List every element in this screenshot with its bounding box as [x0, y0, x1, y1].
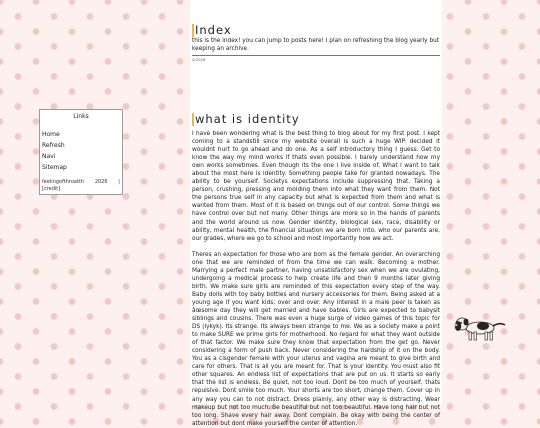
- nav-link-refresh[interactable]: Refresh: [42, 142, 65, 149]
- index-date: 4/2026: [192, 57, 206, 62]
- footer-credit-link[interactable]: [credit]: [42, 186, 61, 192]
- header-divider: [192, 55, 440, 56]
- post-body: [190, 130, 442, 428]
- main-content: [190, 0, 442, 427]
- links-panel-title: Links: [73, 113, 89, 120]
- index-header: [190, 0, 442, 62]
- nav-list: [40, 129, 122, 173]
- page-title: Index: [192, 24, 440, 37]
- footer-year: 2026: [94, 179, 108, 185]
- dog-icon: [447, 314, 509, 344]
- nav-link-sitemap[interactable]: Sitemap: [42, 164, 67, 171]
- nav-footer: [42, 179, 120, 193]
- post-title: what is identity: [192, 113, 442, 126]
- nav-link-home[interactable]: Home: [42, 131, 60, 138]
- post-paragraph: I have been wondering what is the best thing to blog about for my first post. I kept coming to a standstill since my website overall is such a huge WIP. decided it wouldnt hurt to go ahead and do one. As a self introductory thing I guess. Get to know the way my mind works if thats even possible. I barely understand how my own works sometimes. Even though its the one I live inside of. What I want to talk about the most here is identity. Something people take for granted nowadays. The ability to be yourself. Societys expectations include suppressing that. Taking a person, crushing, pressing and molding them into what they want from them. Not the persons true self in any capacity but what is expected from them and what is wanted from them. Most of it is based on things out of our control. Some things we have control over but not many. Other things are more so in the hands of parents and the world around us now. Gender identity, biological sex, race, disability or ability, mental health, the financial situation we are born into, who our parents are, our grades, where we go to school and most importantly how we act.: [192, 131, 440, 242]
- post-paragraph: Theres an expectation for those who are born as the female gender. An overarching one that we are reminded of from the time we can walk. Becoming a mother. Marrying a perfect male partner, having unsatisfactory sex when we are ovulating, undergoing a medical process to help create life and then 9 months later giving birth. We make sure girls are reminded of this expectation every step of the way. Baby dolls with toy baby bottles and nursery accessories for them. Being asked at a young age if you want kids; over and over. Any interest in a male peer is taken as âœsome day they will get married and have babies. Girls are expected to babysit siblings and cousins. There was even a huge surge of video games of this topic for DS (lykyk). Its strange. Its always been strange to me. We as a society make a point to make SURE we prime girls for motherhood. No regard for what they want outside of that factor. We make sure they know that expectation from the get go. Never considering a form of push back. Never considering the hardship of it on the body. You as a cisgender female with your uterus and vagina are meant to give birth and care for others. That is all you are meant for. That is your identity. You must also fit other squares. An endless list of expectations that are put on us. It starts so early that the list is endless. Be quiet, not too loud. Dont be too much of yourself, thats repulsive. Dont smile too much. Your shorts are too short, change them. Cover up in any way you can to not distract. Dress plainly, any other way is distracting. Wear makeup but not too much. Be beautiful but not too beautiful. Have long hair but not too long. Shave every hair away. Dont complain. Be okay with being the center of attention but dont make yourself the center of attention.: [192, 251, 440, 427]
- footer-separator: |: [118, 179, 120, 185]
- links-panel: [39, 109, 123, 195]
- nav-link-navi[interactable]: Navi: [42, 153, 56, 160]
- footer-author: feelingofthroatth: [42, 179, 85, 185]
- index-intro: this is the index! you can jump to posts here! I plan on refreshing the blog yearly but keeping an archive.: [192, 38, 440, 52]
